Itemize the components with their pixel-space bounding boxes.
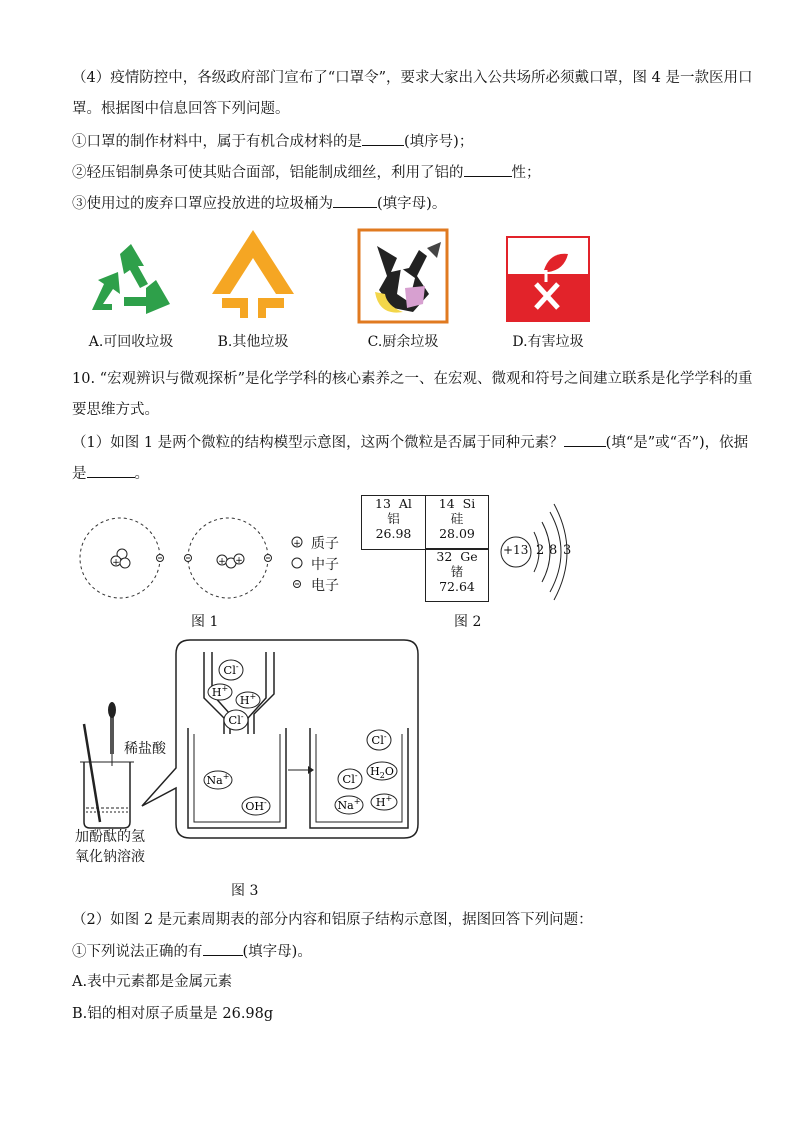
kitchen-waste-icon xyxy=(357,228,449,324)
q10-sub2-intro: （2）如图 2 是元素周期表的部分内容和铝原子结构示意图，据图回答下列问题： xyxy=(72,912,593,928)
hazardous-waste-icon xyxy=(506,236,590,322)
q10-intro-line1: 10. “宏观辨识与微观探析”是化学学科的核心素养之一、在宏观、微观和符号之间建立联系是化学学科的重 xyxy=(72,371,753,387)
dilute-hcl-label: 稀盐酸 xyxy=(124,741,166,757)
recycle-arrows-icon xyxy=(86,240,176,320)
svg-text:H+: H+ xyxy=(239,692,257,707)
q9-intro-line1: （4）疫情防控中，各级政府部门宣布了“口罩令”，要求大家出入公共场所必须戴口罩，图 4 是一款医用口 xyxy=(72,70,753,86)
figure-2-caption: 图 2 xyxy=(454,614,482,630)
svg-text:Cl-: Cl- xyxy=(228,712,244,727)
q10-sub1-line1: （1）如图 1 是两个微粒的结构模型示意图，这两个微粒是否属于同种元素？ (填“是”或“否”)，依据 xyxy=(72,432,748,453)
nucleus-charge: +13 xyxy=(503,543,529,557)
legend-proton: 质子 xyxy=(311,536,339,552)
bin-label-c: C.厨余垃圾 xyxy=(367,334,439,350)
q10-option-b: B.铝的相对原子质量是 26.98g xyxy=(72,1006,274,1022)
answer-blank xyxy=(464,162,512,177)
other-waste-icon xyxy=(208,228,298,320)
svg-text:Na+: Na+ xyxy=(337,797,361,812)
naoh-solution-label-2: 氧化钠溶液 xyxy=(75,849,145,865)
svg-text:+: + xyxy=(293,539,301,549)
bin-label-b: B.其他垃圾 xyxy=(217,334,289,350)
shell-electrons-2: 8 xyxy=(549,543,558,558)
q9-item1: ①口罩的制作材料中，属于有机合成材料的是 (填序号)； xyxy=(72,131,473,152)
legend-neutron: 中子 xyxy=(311,557,339,573)
q10-sub1-line2: 是 。 xyxy=(72,463,149,484)
legend-neutron-icon xyxy=(292,558,302,568)
svg-text:Cl-: Cl- xyxy=(371,732,387,747)
svg-text:Cl-: Cl- xyxy=(342,771,358,786)
q9-item3: ③使用过的废弃口罩应投放进的垃圾桶为 (填字母)。 xyxy=(72,193,446,214)
svg-text:H+: H+ xyxy=(211,684,229,699)
svg-text:Cl-: Cl- xyxy=(223,662,239,677)
svg-text:H+: H+ xyxy=(375,794,393,809)
particle-2-orbit xyxy=(188,518,268,598)
answer-blank xyxy=(87,463,135,478)
q10-option-a: A.表中元素都是金属元素 xyxy=(72,974,233,990)
shell-electrons-1: 2 xyxy=(536,543,545,558)
svg-text:+: + xyxy=(235,556,243,566)
figure-1-caption: 图 1 xyxy=(191,614,219,630)
answer-blank xyxy=(362,131,404,146)
legend-electron: 电子 xyxy=(311,578,339,594)
q10-sub2-item1: ①下列说法正确的有 (填字母)。 xyxy=(72,941,312,962)
figure-3-caption: 图 3 xyxy=(231,883,259,899)
element-cell-ge: 32 Ge 锗 72.64 xyxy=(425,548,489,602)
bin-label-d: D.有害垃圾 xyxy=(512,334,584,350)
element-cell-al: 13 Al 铝 26.98 xyxy=(361,495,426,550)
answer-blank xyxy=(564,432,606,447)
svg-text:Na+: Na+ xyxy=(206,772,230,787)
svg-text:H2O: $H_2O$ xyxy=(370,765,394,780)
svg-text:+: + xyxy=(218,557,226,567)
element-cell-si: 14 Si 硅 28.09 xyxy=(425,495,489,550)
shell-electrons-3: 3 xyxy=(563,543,572,558)
svg-text:+: + xyxy=(112,558,120,568)
q10-intro-line2: 要思维方式。 xyxy=(72,402,159,418)
svg-text:OH-: OH- xyxy=(245,798,267,813)
naoh-solution-label-1: 加酚酞的氢 xyxy=(75,829,145,845)
q9-item2: ②轻压铝制鼻条可使其贴合面部，铝能制成细丝，利用了铝的 性； xyxy=(72,162,541,183)
answer-blank xyxy=(203,941,243,956)
answer-blank xyxy=(333,193,377,208)
bin-label-a: A.可回收垃圾 xyxy=(88,334,174,350)
q9-intro-line2: 罩。根据图中信息回答下列问题。 xyxy=(72,101,290,117)
particle-model-figure xyxy=(76,510,346,606)
neutron xyxy=(120,558,130,568)
